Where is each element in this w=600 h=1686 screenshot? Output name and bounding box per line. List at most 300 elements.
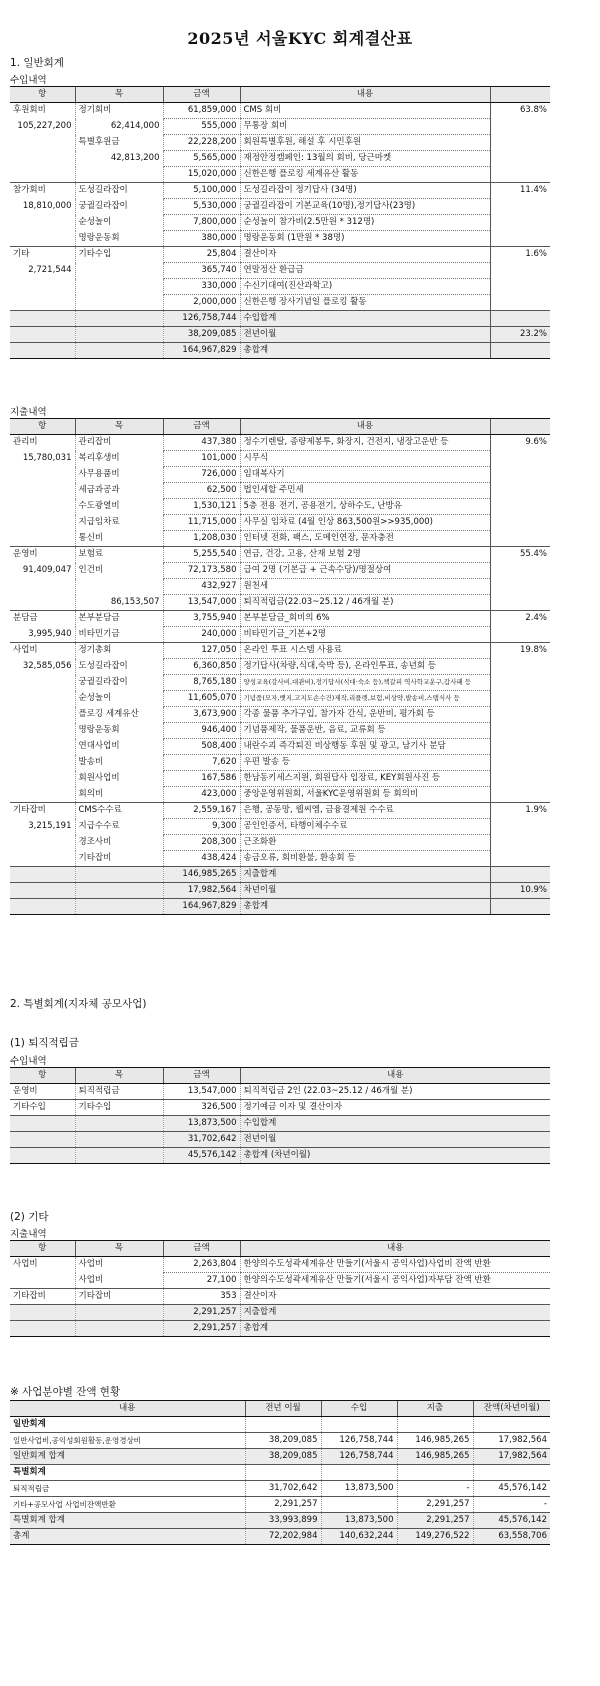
etc-table (10, 1240, 550, 1337)
item-cell (75, 167, 163, 183)
table-row (10, 1100, 550, 1116)
percent-cell (490, 723, 550, 739)
category-cell (10, 1273, 75, 1289)
empty-cell (75, 327, 163, 343)
item-cell: 명랑운동회 (75, 231, 163, 247)
empty-cell (10, 1305, 75, 1321)
table-row (10, 435, 550, 451)
table-row (10, 595, 550, 611)
total-label-cell: 차년이월 (240, 883, 490, 899)
item-cell: 정기회비 (75, 103, 163, 119)
total-amount-cell: 164,967,829 (163, 899, 240, 915)
total-label-cell: 총합계 (240, 899, 490, 915)
total-label-cell: 총합계 (차년이월) (240, 1148, 550, 1164)
description-cell: 정기답사(차량,식대,숙박 등), 온라인투표, 송년회 등 (240, 659, 490, 675)
empty-cell (10, 1116, 75, 1132)
column-header: 수입 (321, 1401, 397, 1417)
balance-label-cell: 일반사업비,공익성회원활동,운영경상비 (10, 1433, 245, 1449)
category-cell (10, 739, 75, 755)
amount-cell: 72,173,580 (163, 563, 240, 579)
category-cell: 32,585,056 (22, 661, 72, 671)
amount-cell: 326,500 (163, 1100, 240, 1116)
empty-cell (10, 343, 75, 359)
description-cell: 한양의수도성곽세계유산 만들기(서울시 공익사업)자부담 잔액 반환 (240, 1273, 550, 1289)
column-header: 금액 (163, 1241, 240, 1257)
table-row (10, 1289, 550, 1305)
table-row (10, 531, 550, 547)
amount-cell: 7,620 (163, 755, 240, 771)
description-cell: 내란수괴 즉각퇴진 비상행동 후원 및 광고, 남기사 분담 (240, 739, 490, 755)
balance-value-cell: 38,209,085 (245, 1433, 321, 1449)
total-row (10, 327, 550, 343)
item-cell: 지급수수료 (75, 819, 163, 835)
percent-cell (490, 787, 550, 803)
empty-cell (10, 1321, 75, 1337)
percent-cell: 9.6% (490, 435, 550, 451)
category-cell: 운영비 (13, 1086, 38, 1096)
header-row (10, 1068, 550, 1084)
category-cell: 18,810,000 (22, 201, 72, 211)
percent-cell (490, 867, 550, 883)
balance-label-cell: 퇴직적립금 (10, 1481, 245, 1497)
subtotal-row (10, 1449, 550, 1465)
item-cell: 비타민기금 (75, 627, 163, 643)
item-cell: 발송비 (75, 755, 163, 771)
item-cell: 경조사비 (75, 835, 163, 851)
percent-cell (490, 691, 550, 707)
description-cell: 연금, 건강, 고용, 산재 보험 2명 (240, 547, 490, 563)
percent-cell: 23.2% (490, 327, 550, 343)
item-cell: 명랑운동회 (75, 723, 163, 739)
balance-value-cell: 31,702,642 (245, 1481, 321, 1497)
table-row (10, 787, 550, 803)
percent-cell (490, 627, 550, 643)
etc-expense-label: 지출내역 (10, 1229, 47, 1240)
total-label-cell: 수입합계 (240, 1116, 550, 1132)
table-row (10, 675, 550, 691)
column-header: 내용 (240, 87, 490, 103)
balance-label-cell: 일반회계 합계 (10, 1449, 245, 1465)
table-row (10, 199, 550, 215)
percent-cell (490, 771, 550, 787)
category-cell (10, 231, 75, 247)
amount-cell: 27,100 (163, 1273, 240, 1289)
description-cell: 비타민기금_기본+2명 (240, 627, 490, 643)
description-cell: 궁궐길라잡이 기본교육(10명),정기답사(23명) (240, 199, 490, 215)
expense-label: 지출내역 (10, 407, 47, 418)
table-row (10, 1481, 550, 1497)
balance-label-cell: 일반회계 (10, 1417, 245, 1433)
empty-cell (10, 1148, 75, 1164)
percent-cell (490, 151, 550, 167)
empty-cell (75, 343, 163, 359)
balance-value-cell: 2,291,257 (397, 1513, 473, 1529)
item-cell: 특별후원금 (75, 135, 163, 151)
balance-value-cell (245, 1465, 321, 1481)
item-cell: 기타수입 (75, 1100, 163, 1116)
item-cell: 플로깅 세계유산 (75, 707, 163, 723)
category-cell (10, 279, 75, 295)
column-header: 금액 (163, 87, 240, 103)
description-cell: 근조화환 (240, 835, 490, 851)
category-cell (10, 295, 75, 311)
description-cell: 무통장 회비 (240, 119, 490, 135)
category-cell (10, 483, 75, 499)
column-header: 목 (75, 1068, 163, 1084)
empty-cell (75, 899, 163, 915)
category-cell (10, 851, 75, 867)
item-cell: 순성놀이 (75, 215, 163, 231)
amount-cell: 423,000 (163, 787, 240, 803)
balance-value-cell: 33,993,899 (245, 1513, 321, 1529)
balance-label-cell: 기타+공모사업 사업비잔액반환 (10, 1497, 245, 1513)
item-cell: 연대사업비 (75, 739, 163, 755)
table-row (10, 515, 550, 531)
table-row (10, 771, 550, 787)
amount-cell: 5,255,540 (163, 547, 240, 563)
balance-value-cell: 146,985,265 (397, 1449, 473, 1465)
description-cell: 명랑운동회 (1만원 * 38명) (240, 231, 490, 247)
category-cell: 분담금 (10, 611, 75, 627)
item-cell: 본부분담금 (75, 611, 163, 627)
amount-cell: 101,000 (163, 451, 240, 467)
item-cell: 42,813,200 (75, 151, 163, 167)
amount-cell: 3,673,900 (163, 707, 240, 723)
category-cell (10, 691, 75, 707)
total-label-cell: 지출합계 (240, 867, 490, 883)
amount-cell: 380,000 (163, 231, 240, 247)
column-header: 항 (10, 1068, 75, 1084)
table-row (10, 1273, 550, 1289)
amount-cell: 365,740 (163, 263, 240, 279)
table-row (10, 467, 550, 483)
amount-cell: 2,263,804 (163, 1257, 240, 1273)
percent-cell (490, 135, 550, 151)
total-row (10, 1116, 550, 1132)
description-cell: 기념품(모자,뱃지,고지도손수건)제작,리플렛,보험,비상약,발송비,스탭식사 등 (240, 691, 490, 707)
category-cell (10, 707, 75, 723)
amount-cell: 5,530,000 (163, 199, 240, 215)
description-cell: 5층 전용 전기, 공용전기, 상하수도, 난방유 (240, 499, 490, 515)
percent-cell (490, 483, 550, 499)
description-cell: 결산이자 (240, 247, 490, 263)
table-row (10, 231, 550, 247)
amount-cell: 432,927 (163, 579, 240, 595)
empty-cell (10, 1132, 75, 1148)
category-cell: 2,721,544 (28, 265, 72, 275)
description-cell: 한남동키세스지원, 회원답사 입장료, KEY회원사진 등 (240, 771, 490, 787)
balance-value-cell: - (473, 1497, 550, 1513)
total-label-cell: 총합계 (240, 1321, 550, 1337)
balance-value-cell: 45,576,142 (473, 1481, 550, 1497)
category-cell: 기타잡비 (10, 1289, 75, 1305)
amount-cell: 353 (163, 1289, 240, 1305)
amount-cell: 946,400 (163, 723, 240, 739)
amount-cell: 438,424 (163, 851, 240, 867)
percent-cell (490, 579, 550, 595)
amount-cell: 555,000 (163, 119, 240, 135)
empty-cell (10, 311, 75, 327)
percent-cell (490, 835, 550, 851)
category-cell: 관리비 (13, 437, 38, 448)
percent-cell: 2.4% (490, 611, 550, 627)
table-row (10, 659, 550, 675)
balance-label-cell: 특별회계 (10, 1465, 245, 1481)
total-amount-cell: 2,291,257 (163, 1321, 240, 1337)
balance-value-cell (321, 1497, 397, 1513)
percent-cell (490, 263, 550, 279)
amount-cell: 1,530,121 (163, 499, 240, 515)
amount-cell: 15,020,000 (163, 167, 240, 183)
empty-cell (75, 867, 163, 883)
column-header: 내용 (240, 1241, 550, 1257)
description-cell: 우편 발송 등 (240, 755, 490, 771)
percent-cell (490, 199, 550, 215)
amount-cell: 726,000 (163, 467, 240, 483)
item-cell: 순성놀이 (75, 691, 163, 707)
total-amount-cell: 38,209,085 (163, 327, 240, 343)
table-row (10, 563, 550, 579)
percent-cell (490, 215, 550, 231)
item-cell: 회의비 (75, 787, 163, 803)
category-cell (10, 531, 75, 547)
amount-cell: 25,804 (163, 247, 240, 263)
total-amount-cell: 126,758,744 (163, 311, 240, 327)
category-cell (10, 467, 75, 483)
amount-cell: 2,559,167 (163, 803, 240, 819)
percent-cell: 10.9% (490, 883, 550, 899)
amount-cell: 11,605,070 (163, 691, 240, 707)
amount-cell: 6,360,850 (163, 659, 240, 675)
table-row (10, 483, 550, 499)
total-amount-cell: 17,982,564 (163, 883, 240, 899)
column-header: 지출 (397, 1401, 473, 1417)
table-row (10, 755, 550, 771)
category-cell: 91,409,047 (22, 565, 72, 575)
item-cell: 사무용품비 (75, 467, 163, 483)
amount-cell: 11,715,000 (163, 515, 240, 531)
item-cell (75, 279, 163, 295)
balance-value-cell: 146,985,265 (397, 1433, 473, 1449)
percent-cell (490, 295, 550, 311)
item-cell: CMS수수료 (75, 803, 163, 819)
description-cell: 정수기렌탈, 종량제봉투, 화장지, 건전지, 냉장고운반 등 (240, 435, 490, 451)
table-row (10, 803, 550, 819)
description-cell: 온라인 투표 시스템 사용료 (240, 643, 490, 659)
total-row (10, 1148, 550, 1164)
description-cell: 법인세할 주민세 (240, 483, 490, 499)
percent-cell (490, 467, 550, 483)
item-cell: 복리후생비 (75, 451, 163, 467)
item-cell: 수도광열비 (75, 499, 163, 515)
description-cell: 수신기대여(진산과학고) (240, 279, 490, 295)
empty-cell (75, 1132, 163, 1148)
category-cell (10, 579, 75, 595)
amount-cell: 1,208,030 (163, 531, 240, 547)
balance-value-cell: 2,291,257 (245, 1497, 321, 1513)
category-cell (10, 215, 75, 231)
amount-cell: 167,586 (163, 771, 240, 787)
description-cell: 신한은행 장사기념일 플로킹 활동 (240, 295, 490, 311)
category-cell: 후원회비 (13, 105, 46, 116)
balance-value-cell: 2,291,257 (397, 1497, 473, 1513)
item-cell: 궁궐길라잡이 (75, 675, 163, 691)
item-cell: 통신비 (75, 531, 163, 547)
balance-value-cell (321, 1465, 397, 1481)
amount-cell: 127,050 (163, 643, 240, 659)
table-row (10, 247, 550, 263)
percent-cell (490, 119, 550, 135)
percent-cell (490, 675, 550, 691)
description-cell: 급여 2명 (기본급 + 근속수당)/명절상여 (240, 563, 490, 579)
description-cell: 은행, 공동망, 웹씨엠, 금융결제원 수수료 (240, 803, 490, 819)
percent-cell (490, 819, 550, 835)
balance-value-cell (397, 1417, 473, 1433)
description-cell: 한양의수도성곽세계유산 만들기(서울시 공익사업)사업비 잔액 반환 (240, 1257, 550, 1273)
balance-value-cell (473, 1417, 550, 1433)
total-row (10, 343, 550, 359)
header-row (10, 419, 550, 435)
empty-cell (10, 899, 75, 915)
amount-cell: 330,000 (163, 279, 240, 295)
category-cell (10, 135, 75, 151)
column-header: 금액 (163, 419, 240, 435)
total-label-cell: 전년이월 (240, 327, 490, 343)
balance-value-cell: 126,758,744 (321, 1449, 397, 1465)
amount-cell: 9,300 (163, 819, 240, 835)
column-header: 전년 이월 (245, 1401, 321, 1417)
column-header (490, 87, 550, 103)
table-row (10, 135, 550, 151)
description-cell: 퇴직적립금(22.03~25.12 / 46개월 분) (240, 595, 490, 611)
total-row (10, 899, 550, 915)
item-cell: 기타잡비 (75, 851, 163, 867)
total-amount-cell: 2,291,257 (163, 1305, 240, 1321)
category-cell (10, 771, 75, 787)
total-amount-cell: 164,967,829 (163, 343, 240, 359)
table-row (10, 1497, 550, 1513)
header-row (10, 1241, 550, 1257)
description-cell: 결산이자 (240, 1289, 550, 1305)
percent-cell (490, 899, 550, 915)
retirement-income-label: 수입내역 (10, 1056, 47, 1067)
page-title: 2025년 서울KYC 회계결산표 (187, 29, 413, 48)
percent-cell (490, 659, 550, 675)
retirement-table (10, 1067, 550, 1164)
empty-cell (75, 1148, 163, 1164)
description-cell: 각종 물품 추가구입, 참가자 간식, 운반비, 평가회 등 (240, 707, 490, 723)
empty-cell (75, 1116, 163, 1132)
balance-value-cell: 45,576,142 (473, 1513, 550, 1529)
item-cell: 퇴직적립금 (75, 1084, 163, 1100)
description-cell: 연말정산 환급금 (240, 263, 490, 279)
category-cell (10, 595, 75, 611)
description-cell: 시무식 (240, 451, 490, 467)
empty-cell (75, 311, 163, 327)
table-row (10, 1433, 550, 1449)
table-row (10, 547, 550, 563)
description-cell: CMS 회비 (240, 103, 490, 119)
total-amount-cell: 31,702,642 (163, 1132, 240, 1148)
item-cell: 인건비 (75, 563, 163, 579)
table-row (10, 611, 550, 627)
balance-value-cell (245, 1417, 321, 1433)
category-cell: 3,995,940 (28, 628, 72, 639)
category-cell: 참가회비 (10, 183, 75, 199)
total-label-cell: 수입합계 (240, 311, 490, 327)
section-row (10, 1417, 550, 1433)
empty-cell (10, 883, 75, 899)
table-row (10, 707, 550, 723)
percent-cell (490, 739, 550, 755)
column-header: 목 (75, 1241, 163, 1257)
column-header: 내용 (10, 1401, 245, 1417)
amount-cell: 240,000 (163, 627, 240, 643)
amount-cell: 13,547,000 (163, 595, 240, 611)
description-cell: 양성교육(강사비,대관비),정기답사(식대·숙소 등),책갈피 역사학교운구,갑사패 등 (240, 675, 490, 691)
subtotal-row (10, 1529, 550, 1545)
total-label-cell: 지출합계 (240, 1305, 550, 1321)
balance-value-cell: 140,632,244 (321, 1529, 397, 1545)
category-cell (10, 675, 75, 691)
balance-value-cell: 72,202,984 (245, 1529, 321, 1545)
table-row (10, 167, 550, 183)
description-cell: 인터넷 전화, 팩스, 도메인연장, 문자충전 (240, 531, 490, 547)
balance-value-cell (321, 1417, 397, 1433)
balance-value-cell: 38,209,085 (245, 1449, 321, 1465)
table-row (10, 263, 550, 279)
column-header (490, 419, 550, 435)
description-cell: 순성놀이 참가비(2.5만원 * 312명) (240, 215, 490, 231)
category-cell: 사업비 (10, 643, 75, 659)
category-cell (10, 515, 75, 531)
amount-cell: 437,380 (163, 435, 240, 451)
balance-value-cell: - (397, 1481, 473, 1497)
retirement-heading: (1) 퇴직적립금 (10, 1037, 79, 1049)
total-row (10, 1321, 550, 1337)
balance-value-cell: 63,558,706 (473, 1529, 550, 1545)
empty-cell (75, 1305, 163, 1321)
description-cell: 공인인증서, 타행이체수수료 (240, 819, 490, 835)
category-cell: 105,227,200 (17, 121, 72, 131)
category-cell: 기타 (10, 247, 75, 263)
item-cell: 사업비 (75, 1273, 163, 1289)
table-row (10, 627, 550, 643)
category-cell (10, 723, 75, 739)
category-cell (10, 755, 75, 771)
table-row (10, 739, 550, 755)
balance-value-cell: 149,276,522 (397, 1529, 473, 1545)
category-cell (10, 499, 75, 515)
amount-cell: 13,547,000 (163, 1084, 240, 1100)
category-cell (10, 835, 75, 851)
table-row (10, 183, 550, 199)
item-cell: 기타수입 (75, 247, 163, 263)
percent-cell (490, 279, 550, 295)
table-row (10, 295, 550, 311)
table-row (10, 119, 550, 135)
description-cell: 본부분담금_회비의 6% (240, 611, 490, 627)
table-row (10, 499, 550, 515)
total-row (10, 1305, 550, 1321)
balance-value-cell (397, 1465, 473, 1481)
percent-cell: 11.4% (490, 183, 550, 199)
item-cell: 세금과공과 (75, 483, 163, 499)
column-header: 항 (10, 1241, 75, 1257)
balance-value-cell: 126,758,744 (321, 1433, 397, 1449)
category-cell: 3,215,191 (28, 821, 72, 831)
column-header: 항 (10, 419, 75, 435)
